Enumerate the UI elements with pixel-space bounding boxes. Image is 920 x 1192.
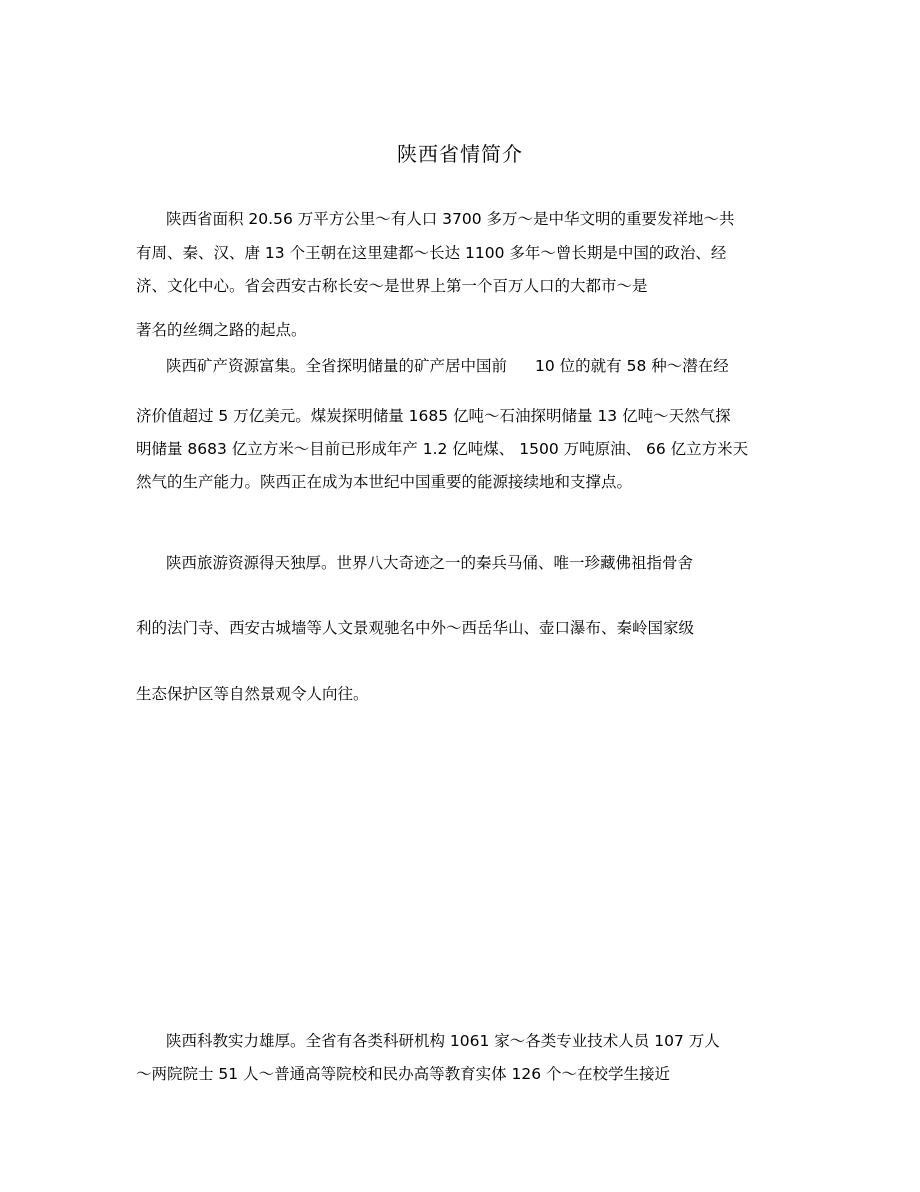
paragraph-1-line-4: 著名的丝绸之路的起点。 (136, 321, 307, 339)
paragraph-2-line-2: 济价值超过 5 万亿美元。煤炭探明储量 1685 亿吨～石油探明储量 13 亿吨～天然气探 (136, 407, 731, 425)
paragraph-2-line-4: 然气的生产能力。陕西正在成为本世纪中国重要的能源接续地和支撑点。 (136, 473, 633, 491)
paragraph-1-line-2: 有周、秦、汉、唐 13 个王朝在这里建都～长达 1100 多年～曾长期是中国的政治、经 (136, 244, 727, 262)
paragraph-4-line-2: ～两院院士 51 人～普通高等院校和民办高等教育实体 126 个～在校学生接近 (136, 1065, 671, 1083)
paragraph-3-line-2: 利的法门寺、西安古城墙等人文景观驰名中外～西岳华山、壶口瀑布、秦岭国家级 (136, 619, 695, 637)
paragraph-1-line-1: 陕西省面积 20.56 万平方公里～有人口 3700 多万～是中华文明的重要发祥地～共 (166, 210, 735, 228)
paragraph-3-line-1: 陕西旅游资源得天独厚。世界八大奇迹之一的秦兵马俑、唯一珍藏佛祖指骨舍 (166, 554, 694, 572)
document-title: 陕西省情简介 (397, 142, 523, 166)
paragraph-2-line-1-right: 10 位的就有 58 种～潜在经 (535, 357, 729, 375)
paragraph-2-line-1-left: 陕西矿产资源富集。全省探明储量的矿产居中国前 (166, 357, 508, 375)
paragraph-1-line-3: 济、文化中心。省会西安古称长安～是世界上第一个百万人口的大都市～是 (136, 277, 648, 295)
paragraph-3-line-3: 生态保护区等自然景观令人向往。 (136, 685, 369, 703)
paragraph-2-line-1 (166, 356, 729, 376)
paragraph-2-line-3: 明储量 8683 亿立方米～目前已形成年产 1.2 亿吨煤、 1500 万吨原油、 66 亿立方米天 (136, 440, 749, 458)
paragraph-4-line-1: 陕西科教实力雄厚。全省有各类科研机构 1061 家～各类专业技术人员 107 万人 (166, 1032, 720, 1050)
